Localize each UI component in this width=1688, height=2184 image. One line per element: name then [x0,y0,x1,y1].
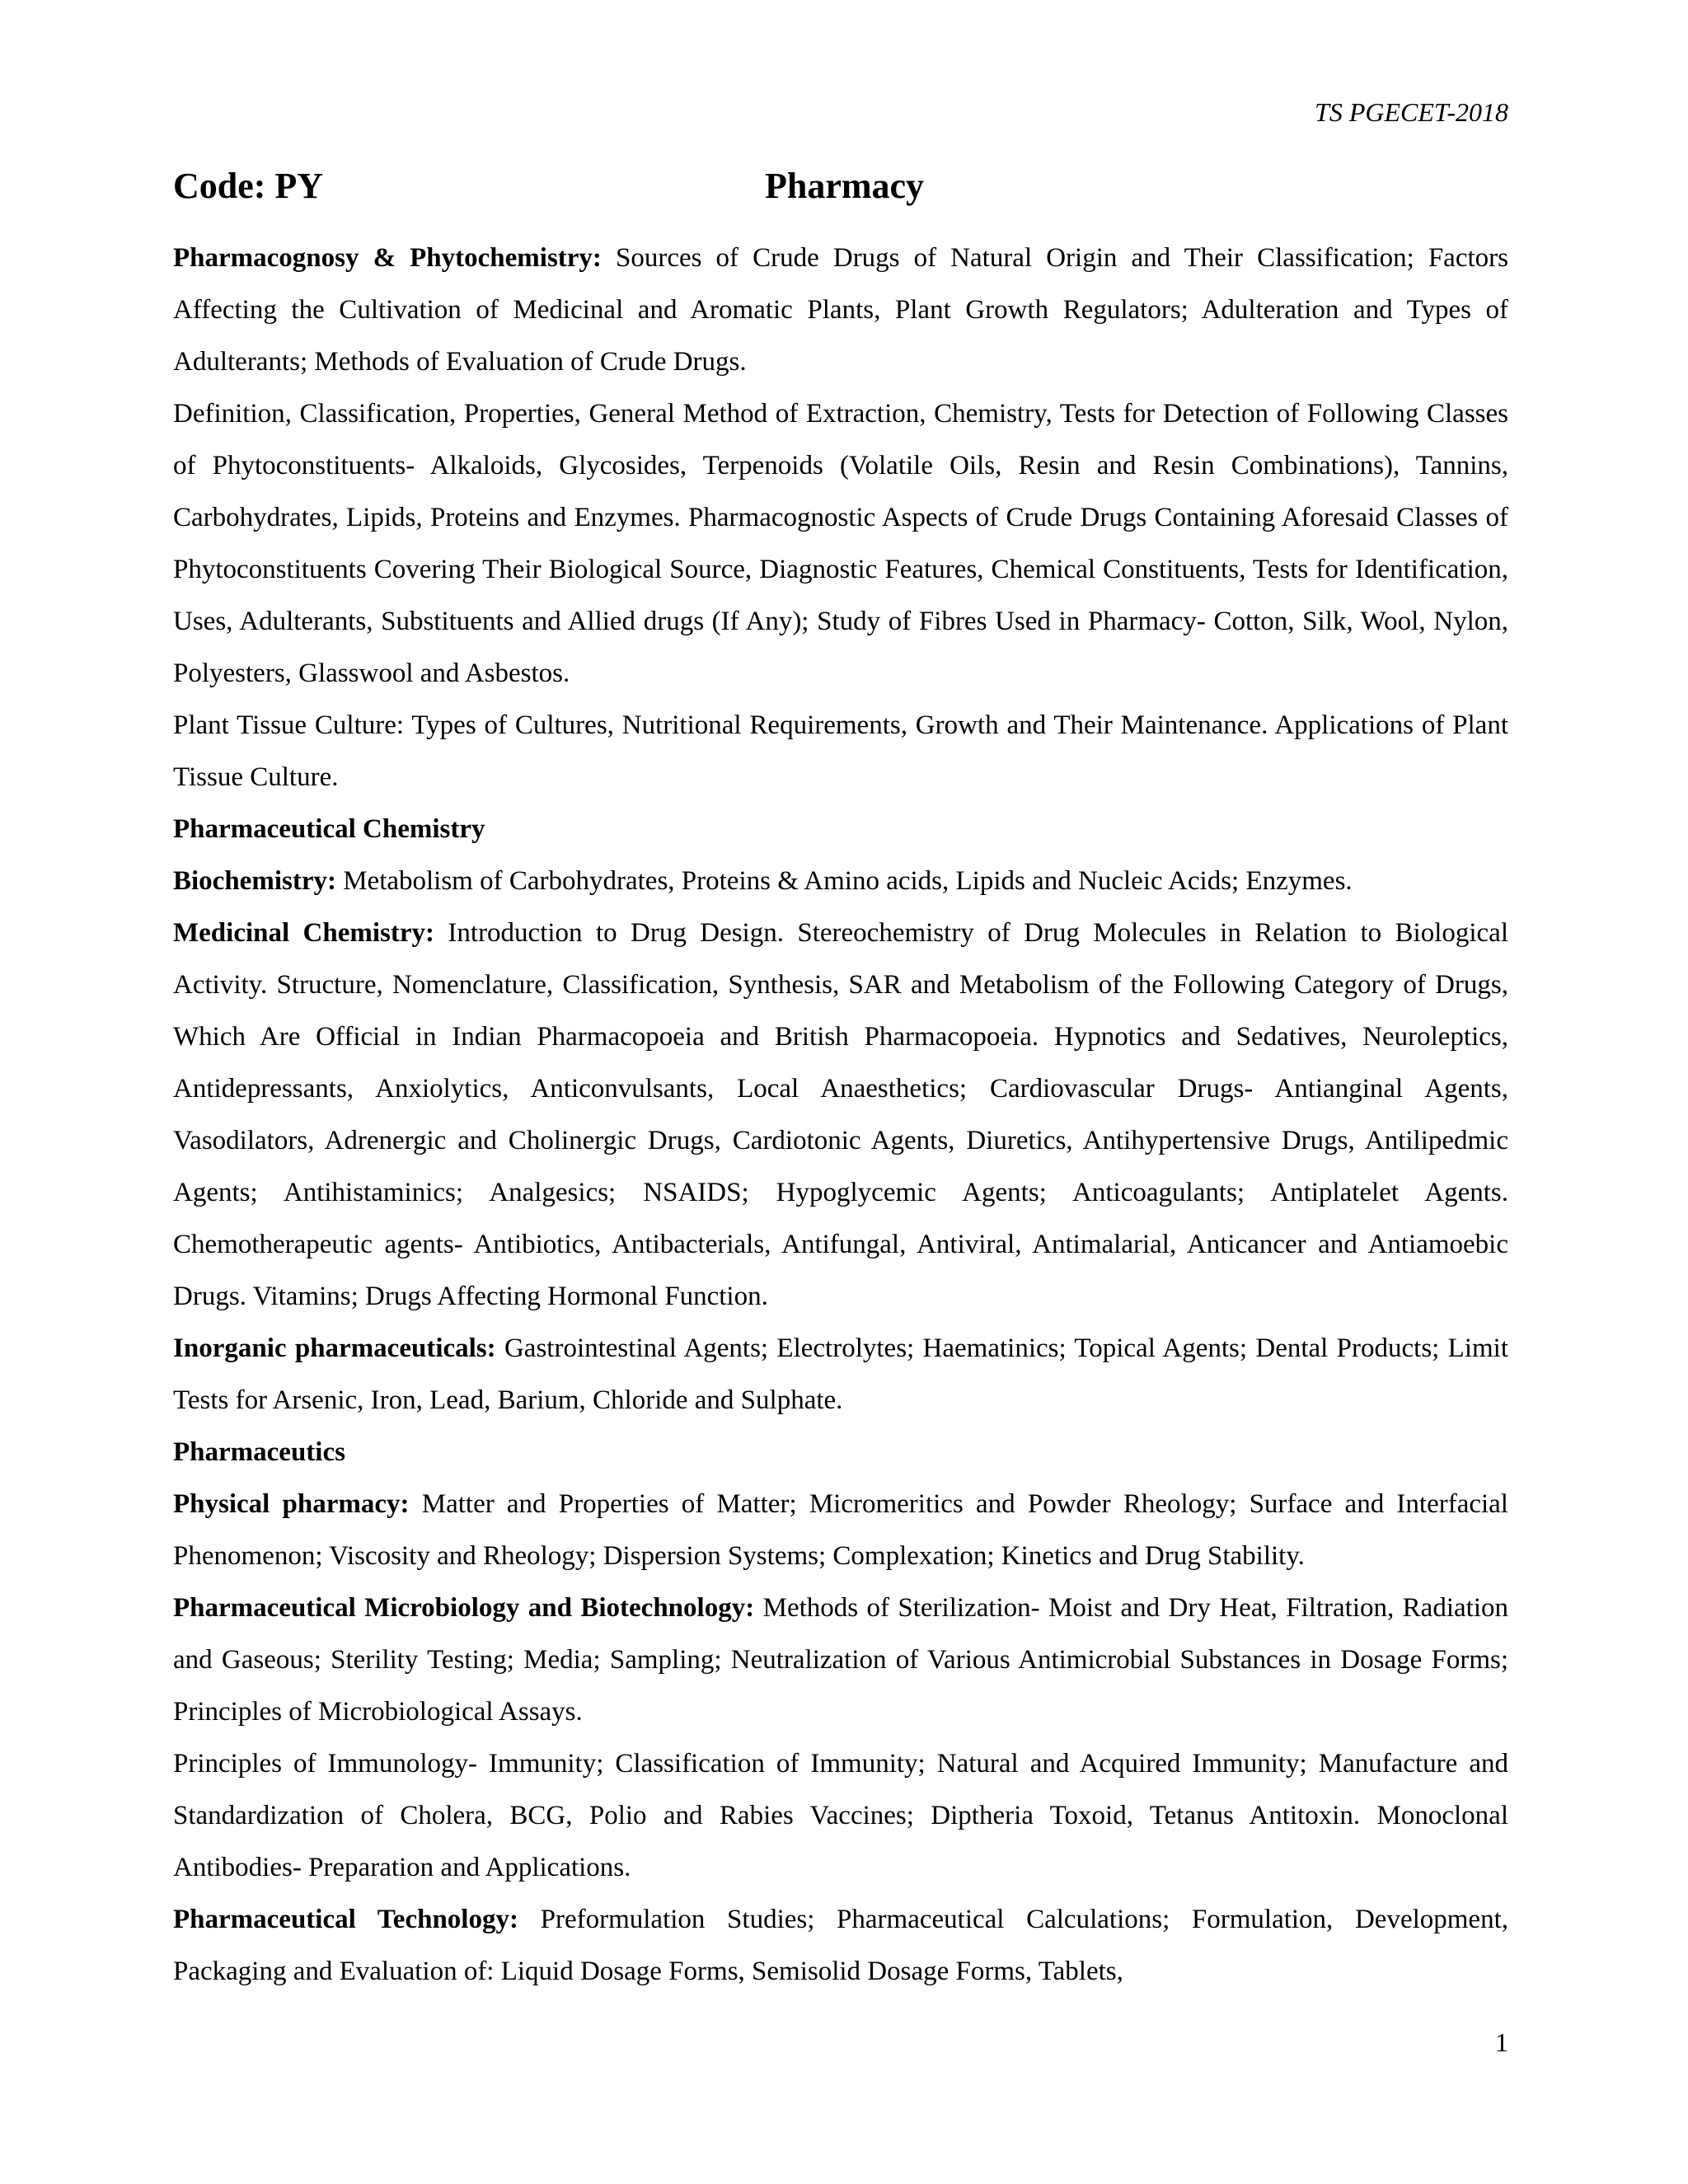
paragraph-lead: Pharmaceutical Microbiology and Biotechnology: [173,1593,755,1623]
subject-code: Code: PY [173,166,324,206]
document-page [173,0,1508,2184]
paragraph-inorganic-pharmaceuticals [173,1323,1508,1427]
paragraph-phytoconstituents [173,388,1508,700]
paragraph-pharmacognosy [173,232,1508,388]
paragraph-lead: Inorganic pharmaceuticals: [173,1333,496,1363]
paragraph-physical-pharmacy [173,1479,1508,1582]
paragraph-lead: Pharmacognosy & Phytochemistry: [173,243,602,273]
paragraph-text: Preformulation Studies; Pharmaceutical Calculations; Formulation, Development, Packaging and Evaluation of: Liquid Dosage Forms, Semisolid Dosage Forms, Tablets, [173,1905,1508,1986]
paragraph-lead: Medicinal Chemistry: [173,918,435,948]
paragraph-microbiology [173,1582,1508,1738]
syllabus-body [173,232,1508,1998]
paragraph-text: Plant Tissue Culture: Types of Cultures, Nutritional Requirements, Growth and Their Maintenance. Applications of Plant Tissue Culture. [173,710,1508,792]
title-row [173,165,1508,214]
paragraph-text: Introduction to Drug Design. Stereochemistry of Drug Molecules in Relation to Biological Activity. Structure, Nomenclature, Classification, Synthesis, SAR and Metabolism of the Following Category of Drugs, Which Are Official in Indian Pharmacopoeia and British Pharmacopoeia. Hypnotics and Sedatives, Neuroleptics, Antidepressants, Anxiolytics, Anticonvulsants, Local Anaesthetics; Cardiovascular Drugs- Antianginal Agents, Vasodilators, Adrenergic and Cholinergic Drugs, Cardiotonic Agents, Diuretics, Antihypertensive Drugs, Antilipedmic Agents; Antihistaminics; Analgesics; NSAIDS; Hypoglycemic Agents; Anticoagulants; Antiplatelet Agents. Chemotherapeutic agents- Antibiotics, Antibacterials, Antifungal, Antiviral, Antimalarial, Anticancer and Antiamoebic Drugs. Vitamins; Drugs Affecting Hormonal Function. [173,918,1508,1311]
paragraph-text: Principles of Immunology- Immunity; Classification of Immunity; Natural and Acquired Immunity; Manufacture and Standardization of Cholera, BCG, Polio and Rabies Vaccines; Diptheria Toxoid, Tetanus Antitoxin. Monoclonal Antibodies- Preparation and Applications. [173,1749,1508,1882]
exam-header: TS PGECET-2018 [1315,97,1508,127]
subject-title: Pharmacy [765,166,925,206]
page-number: 1 [1495,2027,1508,2057]
section-heading-pharmaceutical-chemistry: Pharmaceutical Chemistry [173,814,485,844]
paragraph-text: Definition, Classification, Properties, General Method of Extraction, Chemistry, Tests for Detection of Following Classes of Phytoconstituents- Alkaloids, Glycosides, Terpenoids (Volatile Oils, Resin and Resin Combinations), Tannins, Carbohydrates, Lipids, Proteins and Enzymes. Pharmacognostic Aspects of Crude Drugs Containing Aforesaid Classes of Phytoconstituents Covering Their Biological Source, Diagnostic Features, Chemical Constituents, Tests for Identification, Uses, Adulterants, Substituents and Allied drugs (If Any); Study of Fibres Used in Pharmacy- Cotton, Silk, Wool, Nylon, Polyesters, Glasswool and Asbestos. [173,399,1508,688]
paragraph-lead: Pharmaceutical Technology: [173,1905,518,1934]
paragraph-biochemistry [173,855,1508,907]
paragraph-text: Methods of Sterilization- Moist and Dry Heat, Filtration, Radiation and Gaseous; Sterility Testing; Media; Sampling; Neutralization of Various Antimicrobial Substances in Dosage Forms; Principles of Microbiological Assays. [173,1593,1508,1727]
section-heading-pharmaceutics: Pharmaceutics [173,1437,345,1467]
paragraph-medicinal-chemistry [173,907,1508,1323]
paragraph-lead: Physical pharmacy: [173,1489,410,1519]
paragraph-plant-tissue-culture [173,700,1508,804]
paragraph-pharmaceutical-technology [173,1894,1508,1998]
paragraph-text: Metabolism of Carbohydrates, Proteins & Amino acids, Lipids and Nucleic Acids; Enzymes. [335,866,1353,896]
paragraph-text: Sources of Crude Drugs of Natural Origin and Their Classification; Factors Affecting the Cultivation of Medicinal and Aromatic Plants, Plant Growth Regulators; Adulteration and Types of Adulterants; Methods of Evaluation of Crude Drugs. [173,243,1508,377]
paragraph-immunology [173,1738,1508,1894]
paragraph-text: Matter and Properties of Matter; Micromeritics and Powder Rheology; Surface and Interfacial Phenomenon; Viscosity and Rheology; Dispersion Systems; Complexation; Kinetics and Drug Stability. [173,1489,1508,1571]
paragraph-text: Gastrointestinal Agents; Electrolytes; Haematinics; Topical Agents; Dental Products; Limit Tests for Arsenic, Iron, Lead, Barium, Chloride and Sulphate. [173,1333,1508,1415]
paragraph-lead: Biochemistry: [173,866,336,896]
